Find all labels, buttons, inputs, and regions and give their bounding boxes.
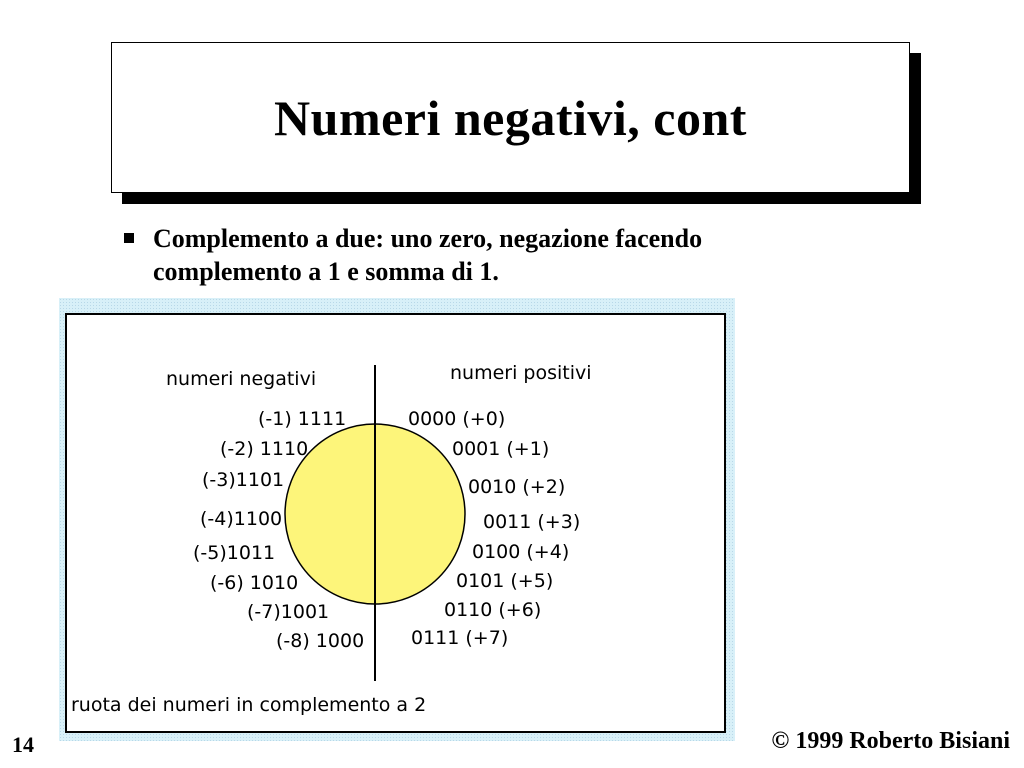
twos-complement-wheel bbox=[65, 313, 726, 733]
negative-header: numeri negativi bbox=[166, 368, 317, 390]
positive-label: 0101 (+5) bbox=[456, 570, 554, 592]
positive-label: 0010 (+2) bbox=[468, 476, 566, 498]
negative-label: (-6) 1010 bbox=[210, 572, 299, 594]
negative-label: (-2) 1110 bbox=[220, 438, 309, 460]
negative-label: (-3)1101 bbox=[202, 469, 285, 491]
positive-label: 0000 (+0) bbox=[408, 408, 506, 430]
negative-label: (-7)1001 bbox=[247, 601, 330, 623]
positive-header: numeri positivi bbox=[450, 362, 592, 384]
slide-title: Numeri negativi, cont bbox=[274, 89, 747, 146]
bullet-text: Complemento a due: uno zero, negazione facendo complemento a 1 e somma di 1. bbox=[153, 224, 703, 286]
diagram-caption: ruota dei numeri in complemento a 2 bbox=[71, 694, 427, 716]
positive-label: 0111 (+7) bbox=[411, 627, 509, 649]
negative-label: (-1) 1111 bbox=[258, 408, 347, 430]
positive-label: 0100 (+4) bbox=[472, 541, 570, 563]
positive-label: 0001 (+1) bbox=[452, 438, 550, 460]
negative-label: (-8) 1000 bbox=[276, 630, 365, 652]
bullet-marker bbox=[124, 233, 134, 243]
negative-label: (-4)1100 bbox=[200, 508, 283, 530]
negative-label: (-5)1011 bbox=[193, 542, 276, 564]
copyright: © 1999 Roberto Bisiani bbox=[771, 728, 1010, 754]
title-box bbox=[111, 42, 910, 193]
positive-label: 0110 (+6) bbox=[444, 599, 542, 621]
positive-label: 0011 (+3) bbox=[483, 511, 581, 533]
page-number: 14 bbox=[12, 732, 34, 757]
